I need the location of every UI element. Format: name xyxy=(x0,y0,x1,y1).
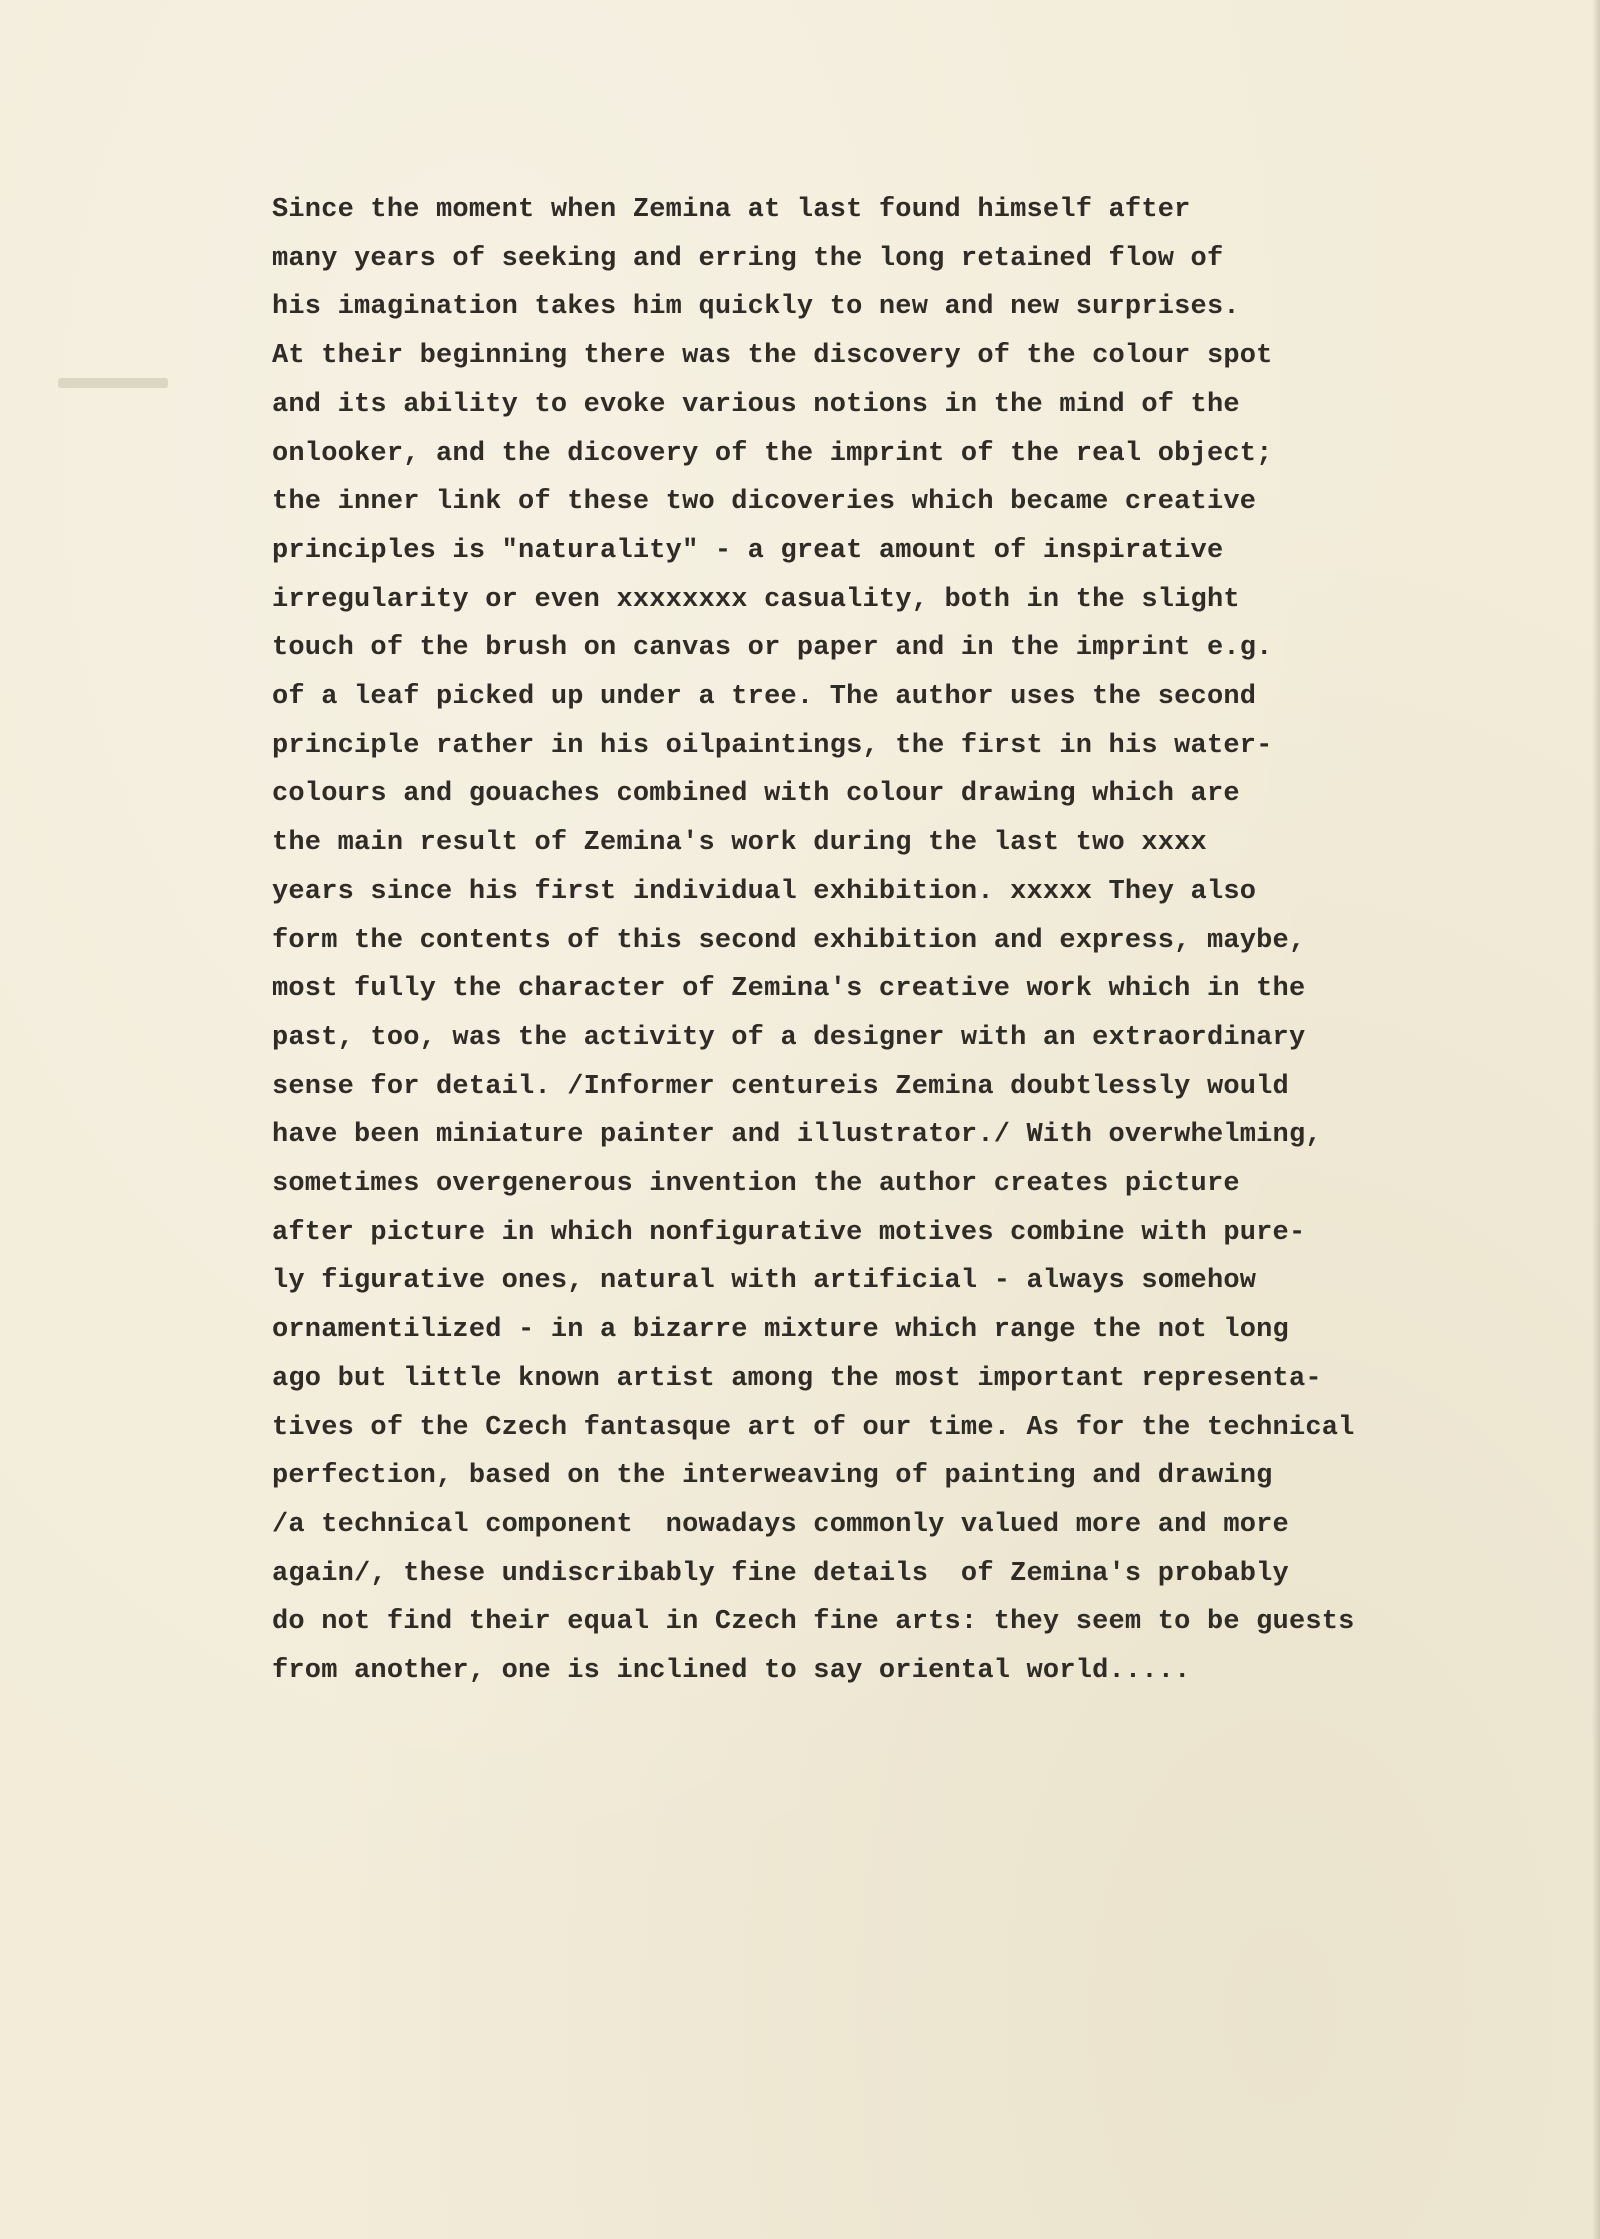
text-line: years since his first individual exhibition. xxxxx They also xyxy=(272,876,1257,907)
text-line: the main result of Zemina's work during the last two xxxx xyxy=(272,828,1207,859)
text-line: principles is "naturality" - a great amount of inspirative xyxy=(272,535,1224,566)
text-line: again/, these undiscribably fine details of Zemina's probably xyxy=(272,1558,1289,1589)
text-line: most fully the character of Zemina's creative work which in the xyxy=(272,974,1306,1005)
text-line: form the contents of this second exhibition and express, maybe, xyxy=(272,925,1306,956)
text-line: of a leaf picked up under a tree. The author uses the second xyxy=(272,682,1257,713)
text-line: irregularity or even xxxxxxxx casuality, both in the slight xyxy=(272,584,1240,615)
text-line: tives of the Czech fantasque art of our time. As for the technical xyxy=(272,1412,1355,1443)
text-line: onlooker, and the dicovery of the imprint of the real object; xyxy=(272,438,1273,469)
text-line: principle rather in his oilpaintings, the first in his water- xyxy=(272,730,1273,761)
text-line: do not find their equal in Czech fine arts: they seem to be guests xyxy=(272,1607,1355,1638)
text-line: touch of the brush on canvas or paper and in the imprint e.g. xyxy=(272,633,1273,664)
text-line: sense for detail. /Informer centureis Zemina doubtlessly would xyxy=(272,1071,1289,1102)
text-line: the inner link of these two dicoveries which became creative xyxy=(272,487,1257,518)
text-line: after picture in which nonfigurative motives combine with pure- xyxy=(272,1217,1306,1248)
page-edge-shadow xyxy=(1592,0,1600,2239)
text-line: colours and gouaches combined with colour drawing which are xyxy=(272,779,1240,810)
text-line: ornamentilized - in a bizarre mixture which range the not long xyxy=(272,1315,1289,1346)
text-line: perfection, based on the interweaving of painting and drawing xyxy=(272,1461,1273,1492)
text-line: ago but little known artist among the most important representa- xyxy=(272,1363,1322,1394)
text-line: from another, one is inclined to say oriental world..... xyxy=(272,1656,1191,1687)
typewritten-text xyxy=(272,186,1592,1696)
text-line: past, too, was the activity of a designer with an extraordinary xyxy=(272,1022,1306,1053)
text-line: /a technical component nowadays commonly valued more and more xyxy=(272,1509,1289,1540)
text-line: and its ability to evoke various notions in the mind of the xyxy=(272,389,1240,420)
text-line: Since the moment when Zemina at last found himself after xyxy=(272,195,1191,225)
text-line: sometimes overgenerous invention the author creates picture xyxy=(272,1169,1240,1200)
text-line: many years of seeking and erring the long retained flow of xyxy=(272,243,1224,274)
text-line: At their beginning there was the discovery of the colour spot xyxy=(272,341,1273,372)
text-line: his imagination takes him quickly to new and new surprises. xyxy=(272,292,1240,323)
faint-pencil-mark xyxy=(58,378,168,388)
text-line: ly figurative ones, natural with artificial - always somehow xyxy=(272,1266,1257,1297)
text-line: have been miniature painter and illustrator./ With overwhelming, xyxy=(272,1120,1322,1151)
